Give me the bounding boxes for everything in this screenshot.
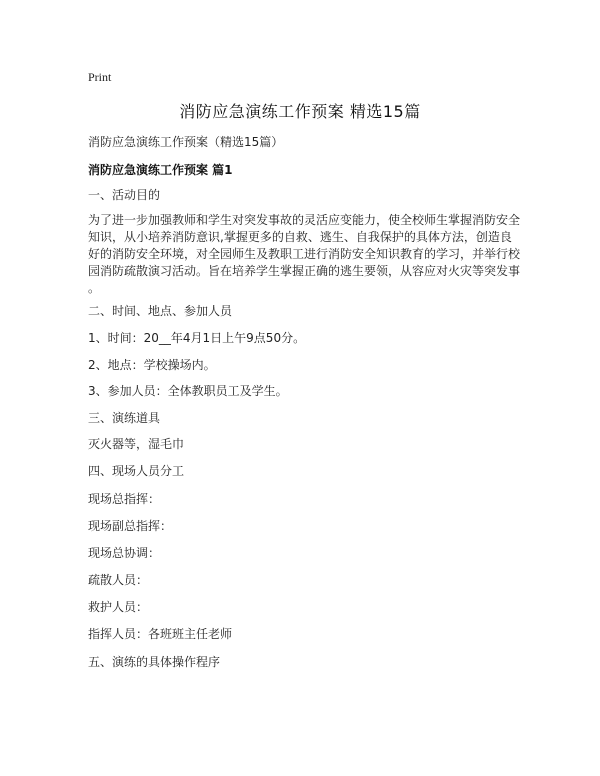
time-item: 1、时间：20__年4月1日上午9点50分。 xyxy=(88,331,306,345)
place-item: 2、地点：学校操场内。 xyxy=(88,358,216,372)
document-subtitle: 消防应急演练工作预案（精选15篇） xyxy=(88,135,284,149)
evacuation-staff-item: 疏散人员： xyxy=(88,573,149,587)
paragraph-line: 知识，从小培养消防意识,掌握更多的自救、逃生、自我保护的具体方法，创造良 xyxy=(88,230,512,244)
props-item: 灭火器等，湿毛巾 xyxy=(88,437,185,451)
guide-staff-item: 指挥人员：各班班主任老师 xyxy=(88,627,233,641)
paragraph-line: 园消防疏散演习活动。旨在培养学生掌握正确的逃生要领，从容应对火灾等突发事 xyxy=(88,264,521,278)
rescue-staff-item: 救护人员： xyxy=(88,600,149,614)
time-place-heading: 二、时间、地点、参加人员 xyxy=(88,304,233,318)
roles-heading: 四、现场人员分工 xyxy=(88,464,185,478)
props-heading: 三、演练道具 xyxy=(88,411,161,425)
deputy-commander-item: 现场副总指挥： xyxy=(88,519,173,533)
purpose-paragraph xyxy=(88,212,528,297)
commander-item: 现场总指挥： xyxy=(88,492,161,506)
page-title: 消防应急演练工作预案 精选15篇 xyxy=(179,102,421,121)
coordinator-item: 现场总协调： xyxy=(88,546,161,560)
print-label: Print xyxy=(88,70,112,84)
section-heading: 消防应急演练工作预案 篇1 xyxy=(88,163,233,177)
purpose-heading: 一、活动目的 xyxy=(88,188,161,202)
participants-item: 3、参加人员：全体教职员工及学生。 xyxy=(88,384,288,398)
paragraph-line: 好的消防安全环境，对全园师生及教职工进行消防安全知识教育的学习，并举行校 xyxy=(88,247,521,261)
procedure-heading: 五、演练的具体操作程序 xyxy=(88,655,221,669)
paragraph-line: 为了进一步加强教师和学生对突发事故的灵活应变能力，使全校师生掌握消防安全 xyxy=(88,213,521,227)
paragraph-line: 。 xyxy=(88,281,101,295)
